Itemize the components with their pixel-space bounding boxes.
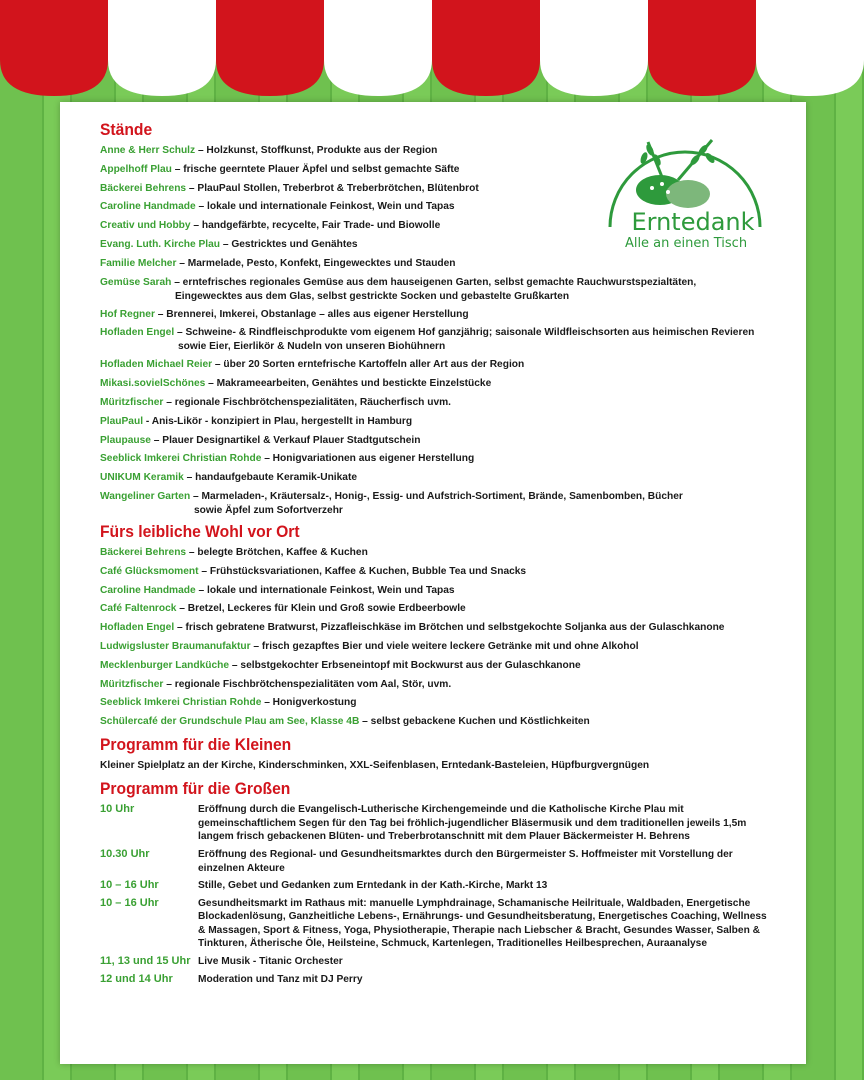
- section-heading-wohl: Fürs leibliche Wohl vor Ort: [100, 521, 300, 541]
- vendor-description: – Marmeladen-, Kräutersalz-, Honig-, Essig- und Aufstrich-Sortiment, Brände, Samenbomben, Bücher: [190, 490, 683, 502]
- grossen-list: [100, 803, 790, 986]
- vendor-description: – Makrameearbeiten, Genähtes und bestickte Einzelstücke: [205, 378, 492, 390]
- awning-stripe: [648, 0, 756, 96]
- vendor-name: Mecklenburger Landküche: [100, 659, 230, 671]
- list-item: [100, 490, 790, 518]
- vendor-description: – handaufgebaute Keramik-Unikate: [183, 472, 358, 484]
- vendor-name: Plaupause: [100, 434, 151, 446]
- program-item: [100, 955, 790, 969]
- list-item: [100, 182, 790, 196]
- vendor-name: Creativ und Hobby: [100, 220, 191, 232]
- list-item: [100, 584, 790, 598]
- vendor-name: Schülercafé der Grundschule Plau am See, Klasse 4B: [100, 716, 360, 728]
- program-text: Stille, Gebet und Gedanken zum Erntedank in der Kath.-Kirche, Markt 13: [198, 880, 548, 892]
- logo-title: Erntedank: [631, 208, 755, 236]
- list-item: [100, 415, 790, 429]
- vendor-name: Ludwigsluster Braumanufaktur: [100, 640, 251, 652]
- vendor-name: Bäckerei Behrens: [100, 182, 187, 194]
- vendor-description: - Anis-Likör - konzipiert in Plau, hergestellt in Hamburg: [143, 415, 413, 427]
- vendor-description: – Frühstücksvariationen, Kaffee & Kuchen, Bubble Tea und Snacks: [198, 565, 527, 577]
- list-item: [100, 377, 790, 391]
- vendor-description: – selbst gebackene Kuchen und Köstlichkeiten: [359, 716, 590, 728]
- vendor-description: – über 20 Sorten erntefrische Kartoffeln aller Art aus der Region: [212, 359, 525, 371]
- vendor-description: – regionale Fischbrötchenspezialitäten, Räucherfisch uvm.: [163, 396, 451, 408]
- vendor-name: Mikasi.sovielSchönes: [100, 378, 206, 390]
- list-item: [100, 715, 790, 729]
- vendor-name: Evang. Luth. Kirche Plau: [100, 238, 221, 250]
- vendor-name: Seeblick Imkerei Christian Rohde: [100, 453, 262, 465]
- list-item: [100, 621, 790, 635]
- vendor-description: – selbstgekochter Erbseneintopf mit Bockwurst aus der Gulaschkanone: [229, 659, 581, 671]
- program-text: Gesundheitsmarkt im Rathaus mit: manuelle Lymphdrainage, Schamanische Heilrituale, Waldbaden, Energetische Blockadenlösung, Ganzheitliche Lebens-, Ernährungs- und Gesundheitsberatung, Energetisches Coaching, Wellness & Massagen, Sport & Fitness, Yoga, Physiotherapie, Therapie nach Liebscher & Bracht, Gesundes Wasser, Salben & Tinkturen, Ätherische Öle, Heilsteine, Schmuck, Kartenlegen, Traditionelles Heilbesprechen, Auraanalyse: [198, 897, 767, 950]
- program-text: Live Musik - Titanic Orchester: [198, 956, 343, 968]
- program-item: [100, 973, 790, 987]
- list-item: [100, 326, 790, 354]
- list-item: [100, 200, 790, 214]
- program-time: 11, 13 und 15 Uhr: [100, 955, 191, 968]
- vendor-description: – Marmelade, Pesto, Konfekt, Eingewecktes und Stauden: [176, 257, 456, 269]
- list-item: [100, 276, 790, 304]
- program-time: 10 – 16 Uhr: [100, 896, 159, 909]
- list-item: [100, 602, 790, 616]
- vendor-name: Seeblick Imkerei Christian Rohde: [100, 697, 262, 709]
- vendor-description-continued: Eingewecktes aus dem Glas, selbst gestrickte Socken und gebastelte Grußkarten: [175, 290, 570, 302]
- logo-subtitle: Alle an einen Tisch: [624, 236, 748, 251]
- vendor-description: – lokale und internationale Feinkost, Wein und Tapas: [195, 201, 455, 213]
- list-item: [100, 257, 790, 271]
- vendor-description: – Schweine- & Rindfleischprodukte vom eigenem Hof ganzjährig; saisonale Wildfleischsorten aus heimischen Revieren: [174, 327, 755, 339]
- vendor-description: – frisch gezapftes Bier und viele weitere leckere Getränke mit und ohne Alkohol: [250, 640, 639, 652]
- awning-stripe: [540, 0, 648, 96]
- vendor-description: – Honigvariationen aus eigener Herstellung: [261, 453, 475, 465]
- list-item: [100, 546, 790, 560]
- vendor-name: Familie Melcher: [100, 257, 177, 269]
- staende-list: [100, 144, 790, 518]
- list-item: [100, 452, 790, 466]
- vendor-description: – regionale Fischbrötchenspezialitäten vom Aal, Stör, uvm.: [163, 678, 452, 690]
- section-heading-kleinen: Programm für die Kleinen: [100, 735, 292, 755]
- list-item: [100, 163, 790, 177]
- list-item: [100, 659, 790, 673]
- program-item: [100, 803, 790, 844]
- vendor-description: – Holzkunst, Stoffkunst, Produkte aus der Region: [195, 145, 438, 156]
- list-item: [100, 358, 790, 372]
- awning-stripe: [216, 0, 324, 96]
- content: [100, 120, 790, 990]
- vendor-description: – Gestricktes und Genähtes: [220, 238, 358, 250]
- program-time: 10.30 Uhr: [100, 847, 150, 860]
- awning-stripe: [108, 0, 216, 96]
- awning-stripe: [756, 0, 864, 96]
- vendor-name: Anne & Herr Schulz: [100, 145, 196, 156]
- vendor-description: – Honigverkostung: [261, 697, 357, 709]
- program-item: [100, 897, 790, 951]
- program-item: [100, 848, 790, 875]
- vendor-name: Appelhoff Plau: [100, 163, 172, 175]
- program-time: 10 Uhr: [100, 803, 135, 816]
- awning-decoration: [0, 0, 864, 96]
- vendor-description: – Bretzel, Leckeres für Klein und Groß sowie Erdbeerbowle: [176, 603, 466, 615]
- vendor-name: Gemüse Sarah: [100, 276, 172, 288]
- list-item: [100, 471, 790, 485]
- vendor-name: Caroline Handmade: [100, 201, 196, 213]
- vendor-description: – frisch gebratene Bratwurst, Pizzafleischkäse im Brötchen und selbstgekochte Soljanka aus der Gulaschkanone: [174, 622, 725, 634]
- vendor-description: – lokale und internationale Feinkost, Wein und Tapas: [195, 584, 455, 596]
- section-heading-grossen: Programm für die Großen: [100, 779, 291, 799]
- awning-stripe: [0, 0, 108, 96]
- section-heading-staende: Stände: [100, 120, 153, 139]
- program-text: Eröffnung durch die Evangelisch-Lutherische Kirchengemeinde und die Katholische Kirche Plau mit gemeinschaftlichem Segen für den Tag bei fröhlich-jugendlicher Bläsermusik und dem traditionellen jeweils 1,5m langem frisch gebackenen Blüten- und Treberbrotanschnitt mit dem Plauer Bäckermeister H. Behrens: [198, 804, 747, 843]
- program-time: 12 und 14 Uhr: [100, 972, 173, 985]
- vendor-description: – erntefrisches regionales Gemüse aus dem hauseigenen Garten, selbst gemachte Rauchwurstspezialtäten,: [171, 276, 697, 288]
- vendor-description: – belegte Brötchen, Kaffee & Kuchen: [186, 546, 368, 558]
- vendor-description: – frische geerntete Plauer Äpfel und selbst gemachte Säfte: [171, 163, 460, 175]
- vendor-name: Wangeliner Garten: [100, 490, 191, 502]
- list-item: [100, 640, 790, 654]
- vendor-name: Hofladen Engel: [100, 327, 175, 339]
- vendor-name: UNIKUM Keramik: [100, 472, 184, 484]
- list-item: [100, 565, 790, 579]
- list-item: [100, 396, 790, 410]
- vendor-name: Caroline Handmade: [100, 584, 196, 596]
- list-item: [100, 238, 790, 252]
- vendor-description: – PlauPaul Stollen, Treberbrot & Treberbrötchen, Blütenbrot: [186, 182, 479, 194]
- awning-stripe: [324, 0, 432, 96]
- awning-stripe: [432, 0, 540, 96]
- vendor-description-continued: sowie Äpfel zum Sofortverzehr: [194, 504, 343, 516]
- vendor-name: Café Faltenrock: [100, 603, 177, 615]
- vendor-description: – Brennerei, Imkerei, Obstanlage – alles aus eigener Herstellung: [154, 308, 469, 320]
- vendor-name: Müritzfischer: [100, 678, 164, 690]
- vendor-name: Bäckerei Behrens: [100, 546, 187, 558]
- vendor-name: Hofladen Michael Reier: [100, 359, 213, 371]
- program-text: Eröffnung des Regional- und Gesundheitsmarktes durch den Bürgermeister S. Hoffmeister mit Vorstellung der einzelnen Akteure: [198, 848, 733, 874]
- vendor-name: Hof Regner: [100, 308, 155, 320]
- vendor-name: PlauPaul: [100, 415, 144, 427]
- vendor-description-continued: sowie Eier, Eierlikör & Nudeln von unseren Biohühnern: [178, 341, 446, 353]
- vendor-name: Café Glücksmoment: [100, 565, 199, 577]
- list-item: [100, 434, 790, 448]
- program-item: [100, 879, 790, 893]
- program-text: Moderation und Tanz mit DJ Perry: [198, 973, 363, 985]
- list-item: [100, 219, 790, 233]
- program-time: 10 – 16 Uhr: [100, 879, 159, 892]
- list-item: [100, 678, 790, 692]
- vendor-description: – handgefärbte, recycelte, Fair Trade- und Biowolle: [190, 220, 441, 232]
- list-item: [100, 308, 790, 322]
- vendor-name: Hofladen Engel: [100, 622, 175, 634]
- wohl-list: [100, 546, 790, 729]
- kleinen-text: Kleiner Spielplatz an der Kirche, Kinderschminken, XXL-Seifenblasen, Erntedank-Basteleien, Hüpfburgvergnügen: [100, 760, 650, 772]
- list-item: [100, 696, 790, 710]
- list-item: [100, 144, 790, 158]
- vendor-name: Müritzfischer: [100, 396, 164, 408]
- vendor-description: – Plauer Designartikel & Verkauf Plauer Stadtgutschein: [150, 434, 421, 446]
